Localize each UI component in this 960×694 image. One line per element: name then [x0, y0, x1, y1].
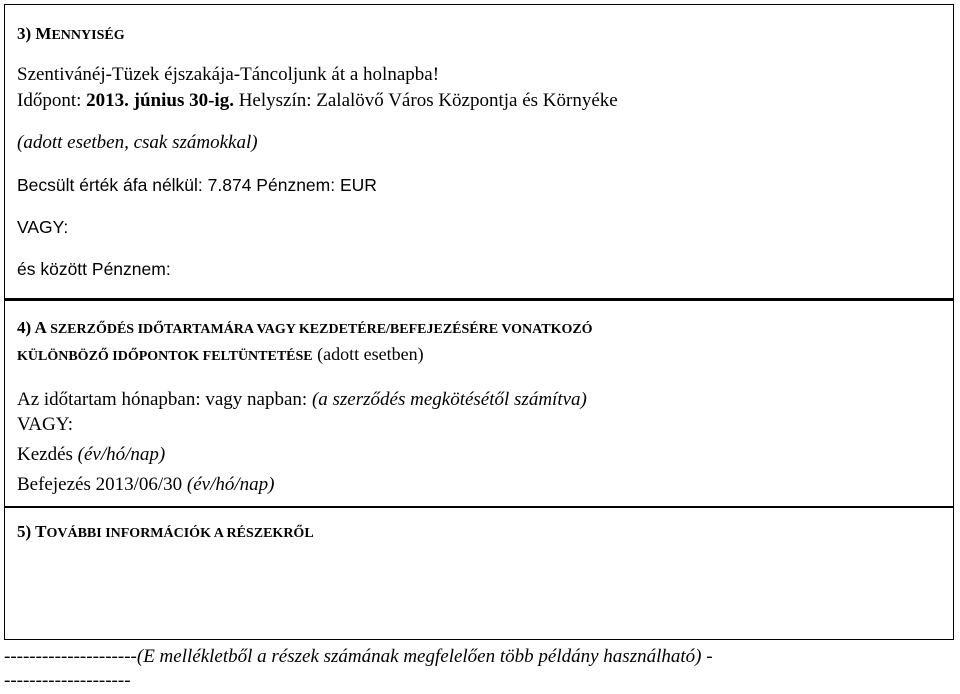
section-divider — [5, 298, 953, 301]
section-4-heading: 4) A SZERZŐDÉS IDŐTARTAMÁRA VAGY KEZDETÉRE/BEFEJEZÉSÉRE VONATKOZÓ — [17, 318, 593, 337]
section-5-heading: 5) TOVÁBBI INFORMÁCIÓK A RÉSZEKRŐL — [17, 522, 314, 541]
end-date-line: Befejezés 2013/06/30 (év/hó/nap) — [17, 474, 275, 495]
section-3-hint: (adott esetben, csak számokkal) — [17, 132, 258, 153]
form-annex-box — [4, 4, 954, 640]
section-divider-2 — [5, 506, 953, 508]
footer-note: ---------------------(E mellékletből a részek számának megfelelően több példány használható) - — [4, 646, 713, 667]
estimated-value-line: Becsült érték áfa nélkül: 7.874 Pénznem: EUR — [17, 175, 377, 195]
footer-dashes: -------------------- — [4, 670, 131, 691]
between-currency-line: és között Pénznem: — [17, 259, 171, 279]
section-3-or: VAGY: — [17, 217, 69, 237]
section-3-date-line: Időpont: 2013. június 30-ig. Helyszín: Zalalövő Város Központja és Környéke — [17, 90, 618, 111]
section-4-heading-cont: KÜLÖNBÖZŐ IDŐPONTOK FELTÜNTETÉSE (adott esetben) — [17, 344, 424, 364]
duration-line: Az időtartam hónapban: vagy napban: (a szerződés megkötésétől számítva) — [17, 389, 587, 410]
section-3-name-line: Szentivánéj-Tüzek éjszakája-Táncoljunk át a holnapba! — [17, 64, 440, 85]
section-3-heading — [17, 23, 947, 47]
start-date-line: Kezdés (év/hó/nap) — [17, 444, 166, 465]
section-3-number: 3) M — [17, 24, 52, 43]
section-4-or: VAGY: — [17, 414, 73, 435]
section-3-title: ENNYISÉG — [51, 28, 125, 43]
